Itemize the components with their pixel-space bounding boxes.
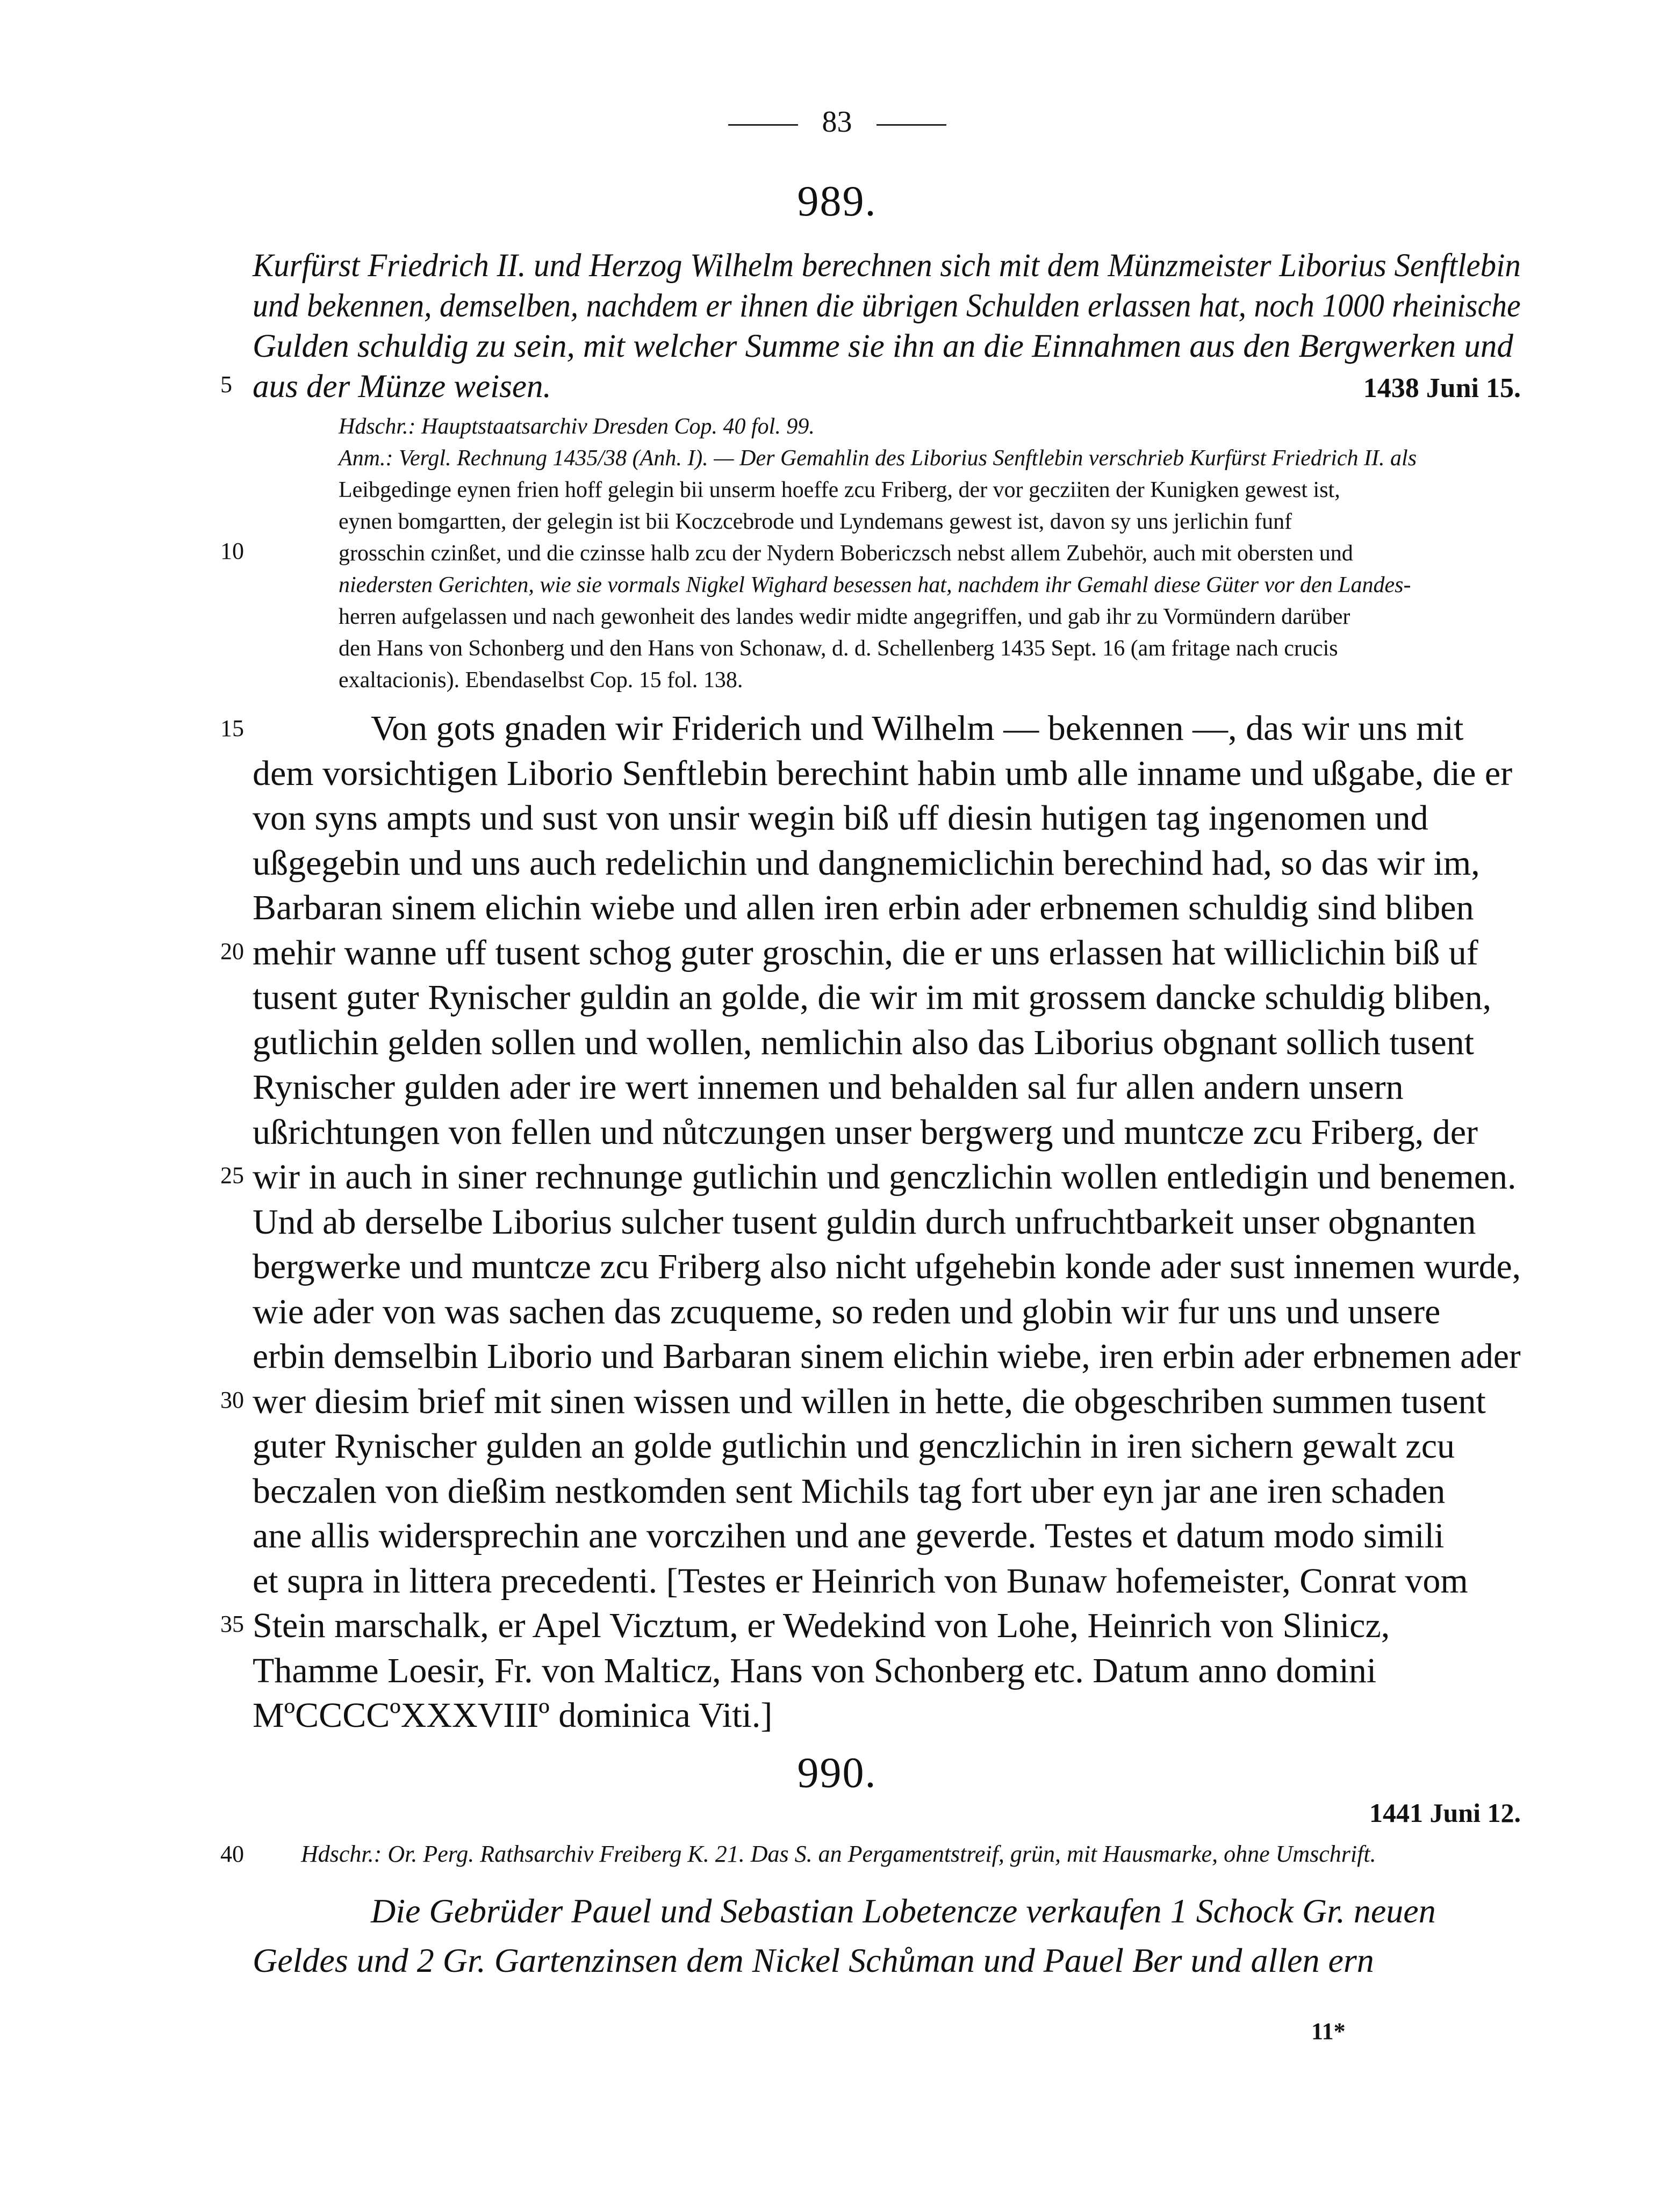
text-990-text: Die Gebrüder Pauel und Sebastian Lobetencze verkaufen 1 Schock Gr. neuen <box>371 1892 1436 1930</box>
date-990: 1441 Juni 12. <box>1369 1798 1521 1828</box>
body-line <box>253 708 1521 753</box>
summary-line <box>253 328 1521 368</box>
summary-line <box>253 247 1521 287</box>
note-text: exaltacionis). Ebendaselbst Cop. 15 fol. 138. <box>339 668 743 693</box>
body-text: wie ader von was sachen das zcuqueme, so reden und globin wir fur uns und unsere <box>253 1292 1441 1331</box>
note-line <box>339 445 1521 477</box>
line-number: 15 <box>220 715 244 741</box>
body-text: Thamme Loesir, Fr. von Malticz, Hans von Schonberg etc. Datum anno domini <box>253 1651 1377 1690</box>
body-line <box>253 1202 1521 1247</box>
body-line <box>253 843 1521 888</box>
note-text: niedersten Gerichten, wie sie vormals Nigkel Wighard besessen hat, nachdem ihr Gemahl diese Güter vor den Landes- <box>339 573 1411 597</box>
note-text: grosschin czinßet, und die czinsse halb zcu der Nydern Bobericzsch nebst allem Zubehör, auch mit obersten und <box>339 541 1353 566</box>
body-line <box>253 977 1521 1022</box>
page-header <box>0 105 1674 139</box>
note-line <box>339 636 1521 667</box>
body-text: ußgegebin und uns auch redelichin und dangnemiclichin berechind had, so das wir im, <box>253 843 1480 883</box>
note-text: den Hans von Schonberg und den Hans von Schonaw, d. d. Schellenberg 1435 Sept. 16 (am fritage nach crucis <box>339 636 1338 661</box>
note-line <box>339 477 1521 509</box>
body-text: mehir wanne uff tusent schog guter groschin, die er uns erlassen hat williclichin biß uf <box>253 933 1478 972</box>
summary-text: und bekennen, demselben, nachdem er ihnen die übrigen Schulden erlassen hat, noch 1000 rheinische <box>253 288 1521 324</box>
body-text: Und ab derselbe Liborius sulcher tusent guldin durch unfruchtbarkeit unser obgnanten <box>253 1202 1476 1242</box>
body-text: bergwerke und muntcze zcu Friberg also nicht ufgehebin konde ader sust innemen wurde, <box>253 1247 1521 1286</box>
line-number: 40 <box>220 1841 244 1867</box>
body-text: ußrichtungen von fellen und nůtczungen unser bergwerg und muntcze zcu Friberg, der <box>253 1112 1478 1152</box>
body-line <box>253 1516 1521 1561</box>
header-rule-left <box>728 124 798 126</box>
body-text: Stein marschalk, er Apel Vicztum, er Wedekind von Lohe, Heinrich von Slinicz, <box>253 1606 1390 1645</box>
body-line <box>253 1336 1521 1381</box>
body-text: wer diesim brief mit sinen wissen und willen in hette, die obgeschriben summen tusent <box>253 1381 1486 1421</box>
note-line <box>339 414 1521 445</box>
document-number-989: 989. <box>797 178 877 225</box>
text-990 <box>253 1891 1521 1990</box>
body-text: erbin demselbin Liborio und Barbaran sinem elichin wiebe, iren erbin ader erbnemen ader <box>253 1337 1521 1376</box>
signature-mark: 11* <box>1311 2018 1346 2044</box>
page-number: 83 <box>822 105 852 139</box>
note-text: Hdschr.: Hauptstaatsarchiv Dresden Cop. 40 fol. 99. <box>339 414 815 439</box>
body-text: guter Rynischer gulden an golde gutlichin und genczlichin in iren sichern gewalt zcu <box>253 1426 1455 1466</box>
body-line <box>253 1112 1521 1157</box>
note-line <box>339 604 1521 636</box>
text-990-line <box>253 1891 1521 1941</box>
hdschr-990: Hdschr.: Or. Perg. Rathsarchiv Freiberg K. 21. Das S. an Pergamentstreif, grün, mit Hausmarke, ohne Umschrift. <box>301 1841 1376 1867</box>
note-line <box>339 667 1521 699</box>
body-line <box>253 1651 1521 1696</box>
body-line <box>253 753 1521 798</box>
body-line <box>253 1561 1521 1606</box>
document-number-990: 990. <box>797 1749 877 1797</box>
body-989 <box>253 708 1521 1740</box>
body-text: ane allis widersprechin ane vorczihen und ane geverde. Testes et datum modo simili <box>253 1516 1445 1555</box>
text-990-line <box>253 1941 1521 1990</box>
note-text: Leibgedinge eynen frien hoff gelegin bii unserm hoeffe zcu Friberg, der vor gecziiten der Kunigken gewest ist, <box>339 478 1340 502</box>
header-rule-right <box>876 124 946 126</box>
body-line <box>253 1157 1521 1202</box>
summary-text: Gulden schuldig zu sein, mit welcher Summe sie ihn an die Einnahmen aus den Bergwerken und <box>253 328 1513 364</box>
summary-line <box>253 368 1521 408</box>
body-line <box>253 1246 1521 1292</box>
note-line <box>339 541 1521 572</box>
date-989: 1438 Juni 15. <box>1363 373 1521 404</box>
summary-text: aus der Münze weisen. <box>253 369 551 405</box>
body-text: wir in auch in siner rechnunge gutlichin und genczlichin wollen entledigin und benemen. <box>253 1157 1517 1197</box>
note-text: herren aufgelassen und nach gewonheit des landes wedir midte angegriffen, und gab ihr zu Vormündern darüber <box>339 604 1350 629</box>
line-number: 10 <box>220 538 244 564</box>
body-line <box>253 933 1521 978</box>
body-text: et supra in littera precedenti. [Testes er Heinrich von Bunaw hofemeister, Conrat vom <box>253 1561 1468 1601</box>
body-line <box>253 1605 1521 1651</box>
body-text: gutlichin gelden sollen und wollen, nemlichin also das Liborius obgnant sollich tusent <box>253 1022 1475 1062</box>
body-line <box>253 1381 1521 1426</box>
body-line <box>253 1022 1521 1068</box>
body-line <box>253 798 1521 843</box>
body-text: Rynischer gulden ader ire wert innemen und behalden sal fur allen andern unsern <box>253 1068 1404 1107</box>
body-line <box>253 1067 1521 1112</box>
body-line <box>253 1471 1521 1516</box>
line-number: 35 <box>220 1611 244 1637</box>
body-text: von syns ampts und sust von unsir wegin biß uff diesin hutigen tag ingenomen und <box>253 798 1428 838</box>
body-line <box>253 1695 1521 1740</box>
note-text: eynen bomgartten, der gelegin ist bii Koczcebrode und Lyndemans gewest ist, davon sy uns jerlichin funf <box>339 509 1292 534</box>
body-text: dem vorsichtigen Liborio Senftlebin berechint habin umb alle inname und ußgabe, die er <box>253 753 1513 793</box>
note-line <box>339 509 1521 541</box>
body-text: Von gots gnaden wir Friderich und Wilhelm — bekennen —, das wir uns mit <box>371 709 1464 748</box>
summary-text: Kurfürst Friedrich II. und Herzog Wilhelm berechnen sich mit dem Münzmeister Liborius Senftlebin <box>253 248 1521 284</box>
body-line <box>253 888 1521 933</box>
body-line <box>253 1426 1521 1471</box>
body-text: MºCCCCºXXXVIIIº dominica Viti.] <box>253 1696 773 1735</box>
line-number: 20 <box>220 938 244 964</box>
summary-line <box>253 287 1521 328</box>
body-text: beczalen von dießim nestkomden sent Michils tag fort uber eyn jar ane iren schaden <box>253 1471 1446 1511</box>
summary-989 <box>253 247 1521 408</box>
line-number: 5 <box>220 371 232 398</box>
line-number: 30 <box>220 1387 244 1413</box>
notes-989 <box>339 414 1521 699</box>
body-line <box>253 1292 1521 1337</box>
body-text: tusent guter Rynischer guldin an golde, die wir im mit grossem dancke schuldig bliben, <box>253 978 1492 1017</box>
note-text: Anm.: Vergl. Rechnung 1435/38 (Anh. I). — Der Gemahlin des Liborius Senftlebin verschrieb Kurfürst Friedrich II. als <box>339 446 1417 471</box>
body-text: Barbaran sinem elichin wiebe und allen iren erbin ader erbnemen schuldig sind bliben <box>253 888 1474 927</box>
text-990-text: Geldes und 2 Gr. Gartenzinsen dem Nickel Schůman und Pauel Ber und allen ern <box>253 1941 1374 1979</box>
line-number: 25 <box>220 1162 244 1188</box>
note-line <box>339 572 1521 604</box>
